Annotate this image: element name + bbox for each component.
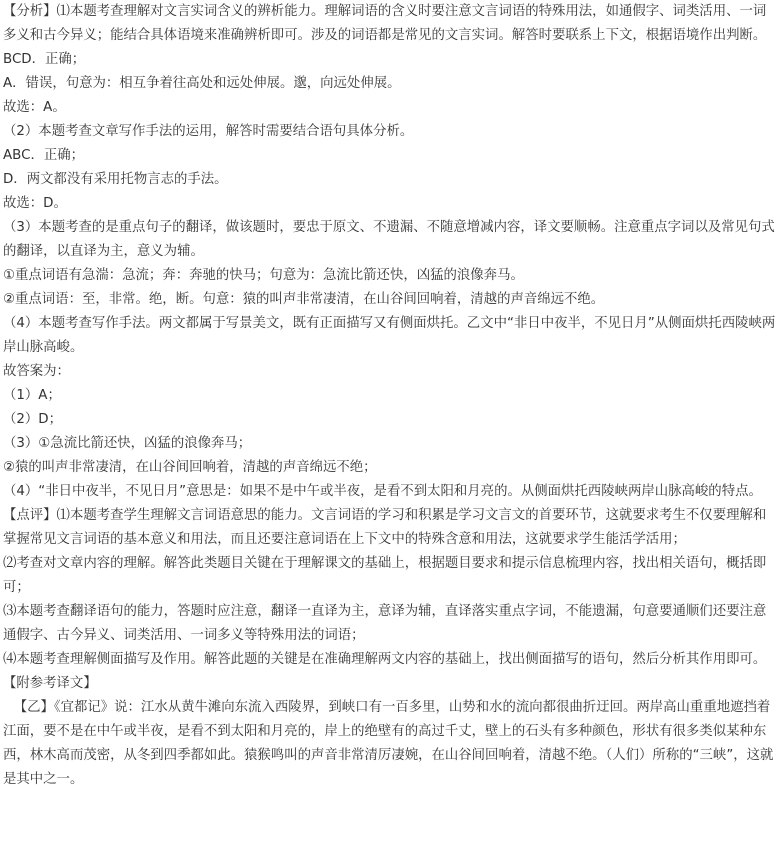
- answer-3-part2: ②猿的叫声非常凄清，在山谷间回响着，清越的声音绵远不绝；: [3, 460, 377, 475]
- comment-2: ⑵考查对文章内容的理解。解答此类题目关键在于理解课文的基础上，根据题目要求和提示信息梳理内容，找出相关语句，概括即可；: [3, 556, 767, 595]
- analysis-q2-wrong: D．两文都没有采用托物言志的手法。: [3, 172, 228, 187]
- comment-1: 【点评】⑴本题考查学生理解文言词语意思的能力。文言词语的学习和积累是学习文言文的首要环节，这就要求考生不仅要理解和掌握常见文言词语的基本意义和用法，而且还要注意词语在上下文中的特殊含意和用法，这就要求学生能活学活用；: [3, 508, 767, 547]
- analysis-q2-intro: （2）本题考查文章写作手法的运用，解答时需要结合语句具体分析。: [3, 124, 414, 139]
- answer-heading: 故答案为：: [3, 364, 70, 379]
- analysis-q1-correct: BCD．正确；: [3, 52, 86, 67]
- analysis-q1-choice: 故选：A。: [3, 100, 66, 115]
- analysis-q2-choice: 故选：D。: [3, 196, 67, 211]
- analysis-q2-correct: ABC．正确；: [3, 148, 85, 163]
- analysis-q3-point2: ②重点词语：至，非常。绝，断。句意：猿的叫声非常凄清，在山谷间回响着，清越的声音绵远不绝。: [3, 292, 605, 307]
- answer-4: （4）“非日中夜半，不见日月”意思是：如果不是中午或半夜，是看不到太阳和月亮的。从侧面烘托西陵峡两岸山脉高峻的特点。: [3, 484, 762, 499]
- comment-3: ⑶本题考查翻译语句的能力，答题时应注意，翻译一直译为主，意译为辅，直译落实重点字词，不能遗漏，句意要通顺们还要注意通假字、古今异义、词类活用、一词多义等特殊用法的词语；: [3, 604, 767, 643]
- answer-2: （2）D；: [3, 412, 63, 427]
- translation-heading: 【附参考译文】: [3, 676, 97, 691]
- analysis-q3-point1: ①重点词语有急湍：急流；奔：奔驰的快马；句意为：急流比箭还快，凶猛的浪像奔马。: [3, 268, 524, 283]
- translation-section: [3, 672, 776, 792]
- analysis-q1-wrong: A．错误，句意为：相互争着往高处和远处伸展。邈，向远处伸展。: [3, 76, 401, 91]
- analysis-q4-intro: （4）本题考查写作手法。两文都属于写景美文，既有正面描写又有侧面烘托。乙文中“非日中夜半，不见日月”从侧面烘托西陵峡两岸山脉高峻。: [3, 316, 776, 355]
- analysis-intro: 【分析】⑴本题考查理解对文言实词含义的辨析能力。理解词语的含义时要注意文言词语的特殊用法，如通假字、词类活用、一词多义和古今异义；能结合具体语境来准确辨析即可。涉及的词语都是常见的文言实词。解答时要联系上下文，根据语境作出判断。: [3, 4, 767, 43]
- answer-1: （1）A；: [3, 388, 61, 403]
- comment-4: ⑷本题考查理解侧面描写及作用。解答此题的关键是在准确理解两文内容的基础上，找出侧面描写的语句，然后分析其作用即可。: [3, 652, 767, 667]
- translation-text: 【乙】《宜都记》说：江水从黄牛滩向东流入西陵界，到峡口有一百多里，山势和水的流向都很曲折迂回。两岸高山重重地遮挡着江面，要不是在中午或半夜，是看不到太阳和月亮的，岸上的绝壁有的高过千丈，壁上的石头有多种颜色，形状有很多类似某种东西，林木高而茂密，从冬到四季都如此。猿猴鸣叫的声音非常清厉凄婉，在山谷间回响着，清越不绝。（人们）所称的“三峡”，这就是其中之一。: [3, 700, 774, 787]
- comment-section: [3, 504, 776, 672]
- answer-3-part1: （3）①急流比箭还快，凶猛的浪像奔马；: [3, 436, 252, 451]
- analysis-section: [3, 0, 776, 504]
- analysis-q3-intro: （3）本题考查的是重点句子的翻译，做该题时，要忠于原文、不遗漏、不随意增减内容，译文要顺畅。注意重点字词以及常见句式的翻译，以直译为主，意义为辅。: [3, 220, 775, 259]
